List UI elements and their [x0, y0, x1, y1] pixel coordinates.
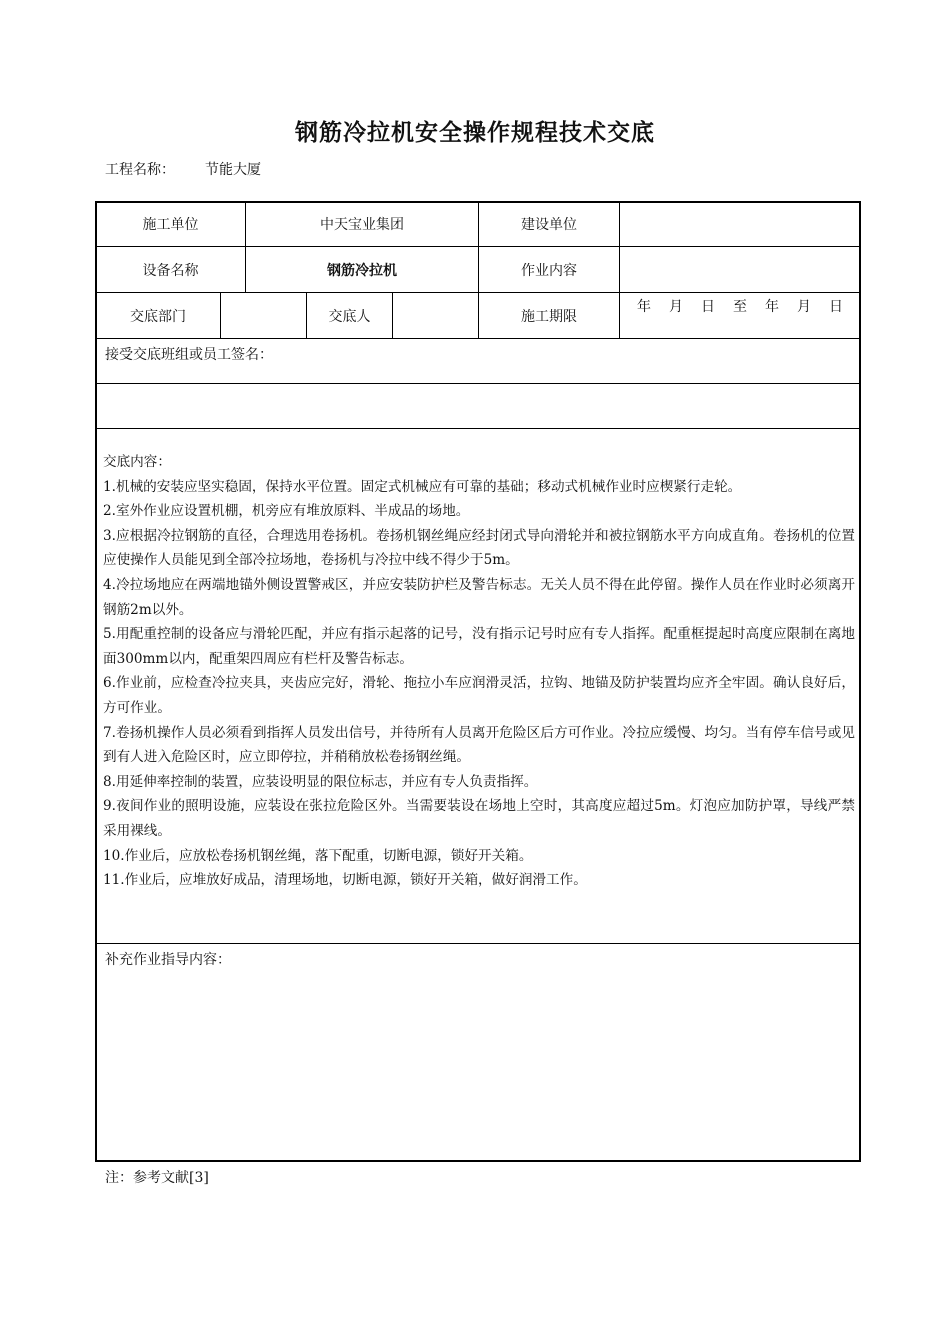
project-label: 工程名称： [105, 162, 175, 178]
build-unit-value [620, 202, 860, 246]
period-char: 月 [797, 299, 811, 315]
build-unit-label: 建设单位 [521, 217, 577, 233]
dept-label: 交底部门 [130, 308, 186, 325]
period-char: 日 [829, 299, 843, 315]
dept-value [221, 293, 306, 338]
period-char: 年 [765, 299, 779, 315]
content-item: 7.卷扬机操作人员必须看到指挥人员发出信号，并待所有人员离开危险区后方可作业。冷拉应缓慢、均匀。当有停车信号或见到有人进入危险区时，应立即停拉，并稍稍放松卷扬钢丝绳。 [103, 724, 855, 766]
row-divider [96, 943, 860, 944]
content-item: 6.作业前，应检查冷拉夹具，夹齿应完好，滑轮、拖拉小车应润滑灵活，拉钩、地锚及防护装置均应齐全牢固。确认良好后，方可作业。 [103, 675, 855, 716]
content-item: 10.作业后，应放松卷扬机钢丝绳，落下配重，切断电源，锁好开关箱。 [103, 847, 533, 864]
person-value [393, 293, 478, 338]
period-char: 至 [733, 299, 747, 315]
content-item: 2.室外作业应设置机棚，机旁应有堆放原料、半成品的场地。 [103, 503, 470, 520]
row-divider [96, 338, 860, 339]
content-item: 3.应根据冷拉钢筋的直径，合理选用卷扬机。卷扬机钢丝绳应经封闭式导向滑轮并和被拉钢筋水平方向成直角。卷扬机的位置应使操作人员能见到全部冷拉场地，卷扬机与冷拉中线不得少于5m。 [103, 527, 855, 569]
period-char: 日 [701, 299, 715, 315]
work-content-value [620, 247, 860, 292]
content-item: 1.机械的安装应坚实稳固，保持水平位置。固定式机械应有可靠的基础；移动式机械作业时应楔紧行走轮。 [103, 478, 742, 495]
content-item: 5.用配重控制的设备应与滑轮匹配，并应有指示起落的记号，没有指示记号时应有专人指挥。配重框提起时高度应限制在离地面300mm以内，配重架四周应有栏杆及警告标志。 [103, 626, 855, 667]
project-line [105, 159, 261, 179]
construction-unit-value: 中天宝业集团 [320, 217, 404, 233]
content-item: 8.用延伸率控制的装置，应装设明显的限位标志，并应有专人负责指挥。 [103, 773, 538, 790]
content-item: 9.夜间作业的照明设施，应装设在张拉危险区外。当需要装设在场地上空时，其高度应超过5m。灯泡应加防护罩，导线严禁采用裸线。 [103, 798, 855, 839]
period-char: 月 [669, 299, 683, 315]
content-item: 11.作业后，应堆放好成品，清理场地，切断电源，锁好开关箱，做好润滑工作。 [103, 872, 587, 889]
equipment-value: 钢筋冷拉机 [327, 262, 397, 279]
work-content-label: 作业内容 [521, 262, 577, 279]
row-divider [96, 383, 860, 384]
period-label: 施工期限 [521, 308, 577, 325]
equipment-label: 设备名称 [142, 262, 199, 279]
signature-label: 接受交底班组或员工签名： [105, 347, 273, 363]
supplement-label: 补充作业指导内容： [105, 952, 231, 968]
construction-unit-label: 施工单位 [142, 217, 199, 233]
period-value [620, 296, 860, 316]
content-label: 交底内容： [103, 454, 171, 470]
project-name: 节能大厦 [205, 162, 261, 178]
content-item: 4.冷拉场地应在两端地锚外侧设置警戒区，并应安装防护栏及警告标志。无关人员不得在此停留。操作人员在作业时必须离开钢筋2m以外。 [103, 576, 855, 618]
disclosure-content [103, 450, 855, 893]
footer-note: 注：参考文献[3] [105, 1170, 209, 1186]
period-char: 年 [637, 299, 651, 315]
document-title: 钢筋冷拉机安全操作规程技术交底 [295, 120, 655, 146]
row-divider [96, 428, 860, 429]
person-label: 交底人 [328, 308, 371, 325]
